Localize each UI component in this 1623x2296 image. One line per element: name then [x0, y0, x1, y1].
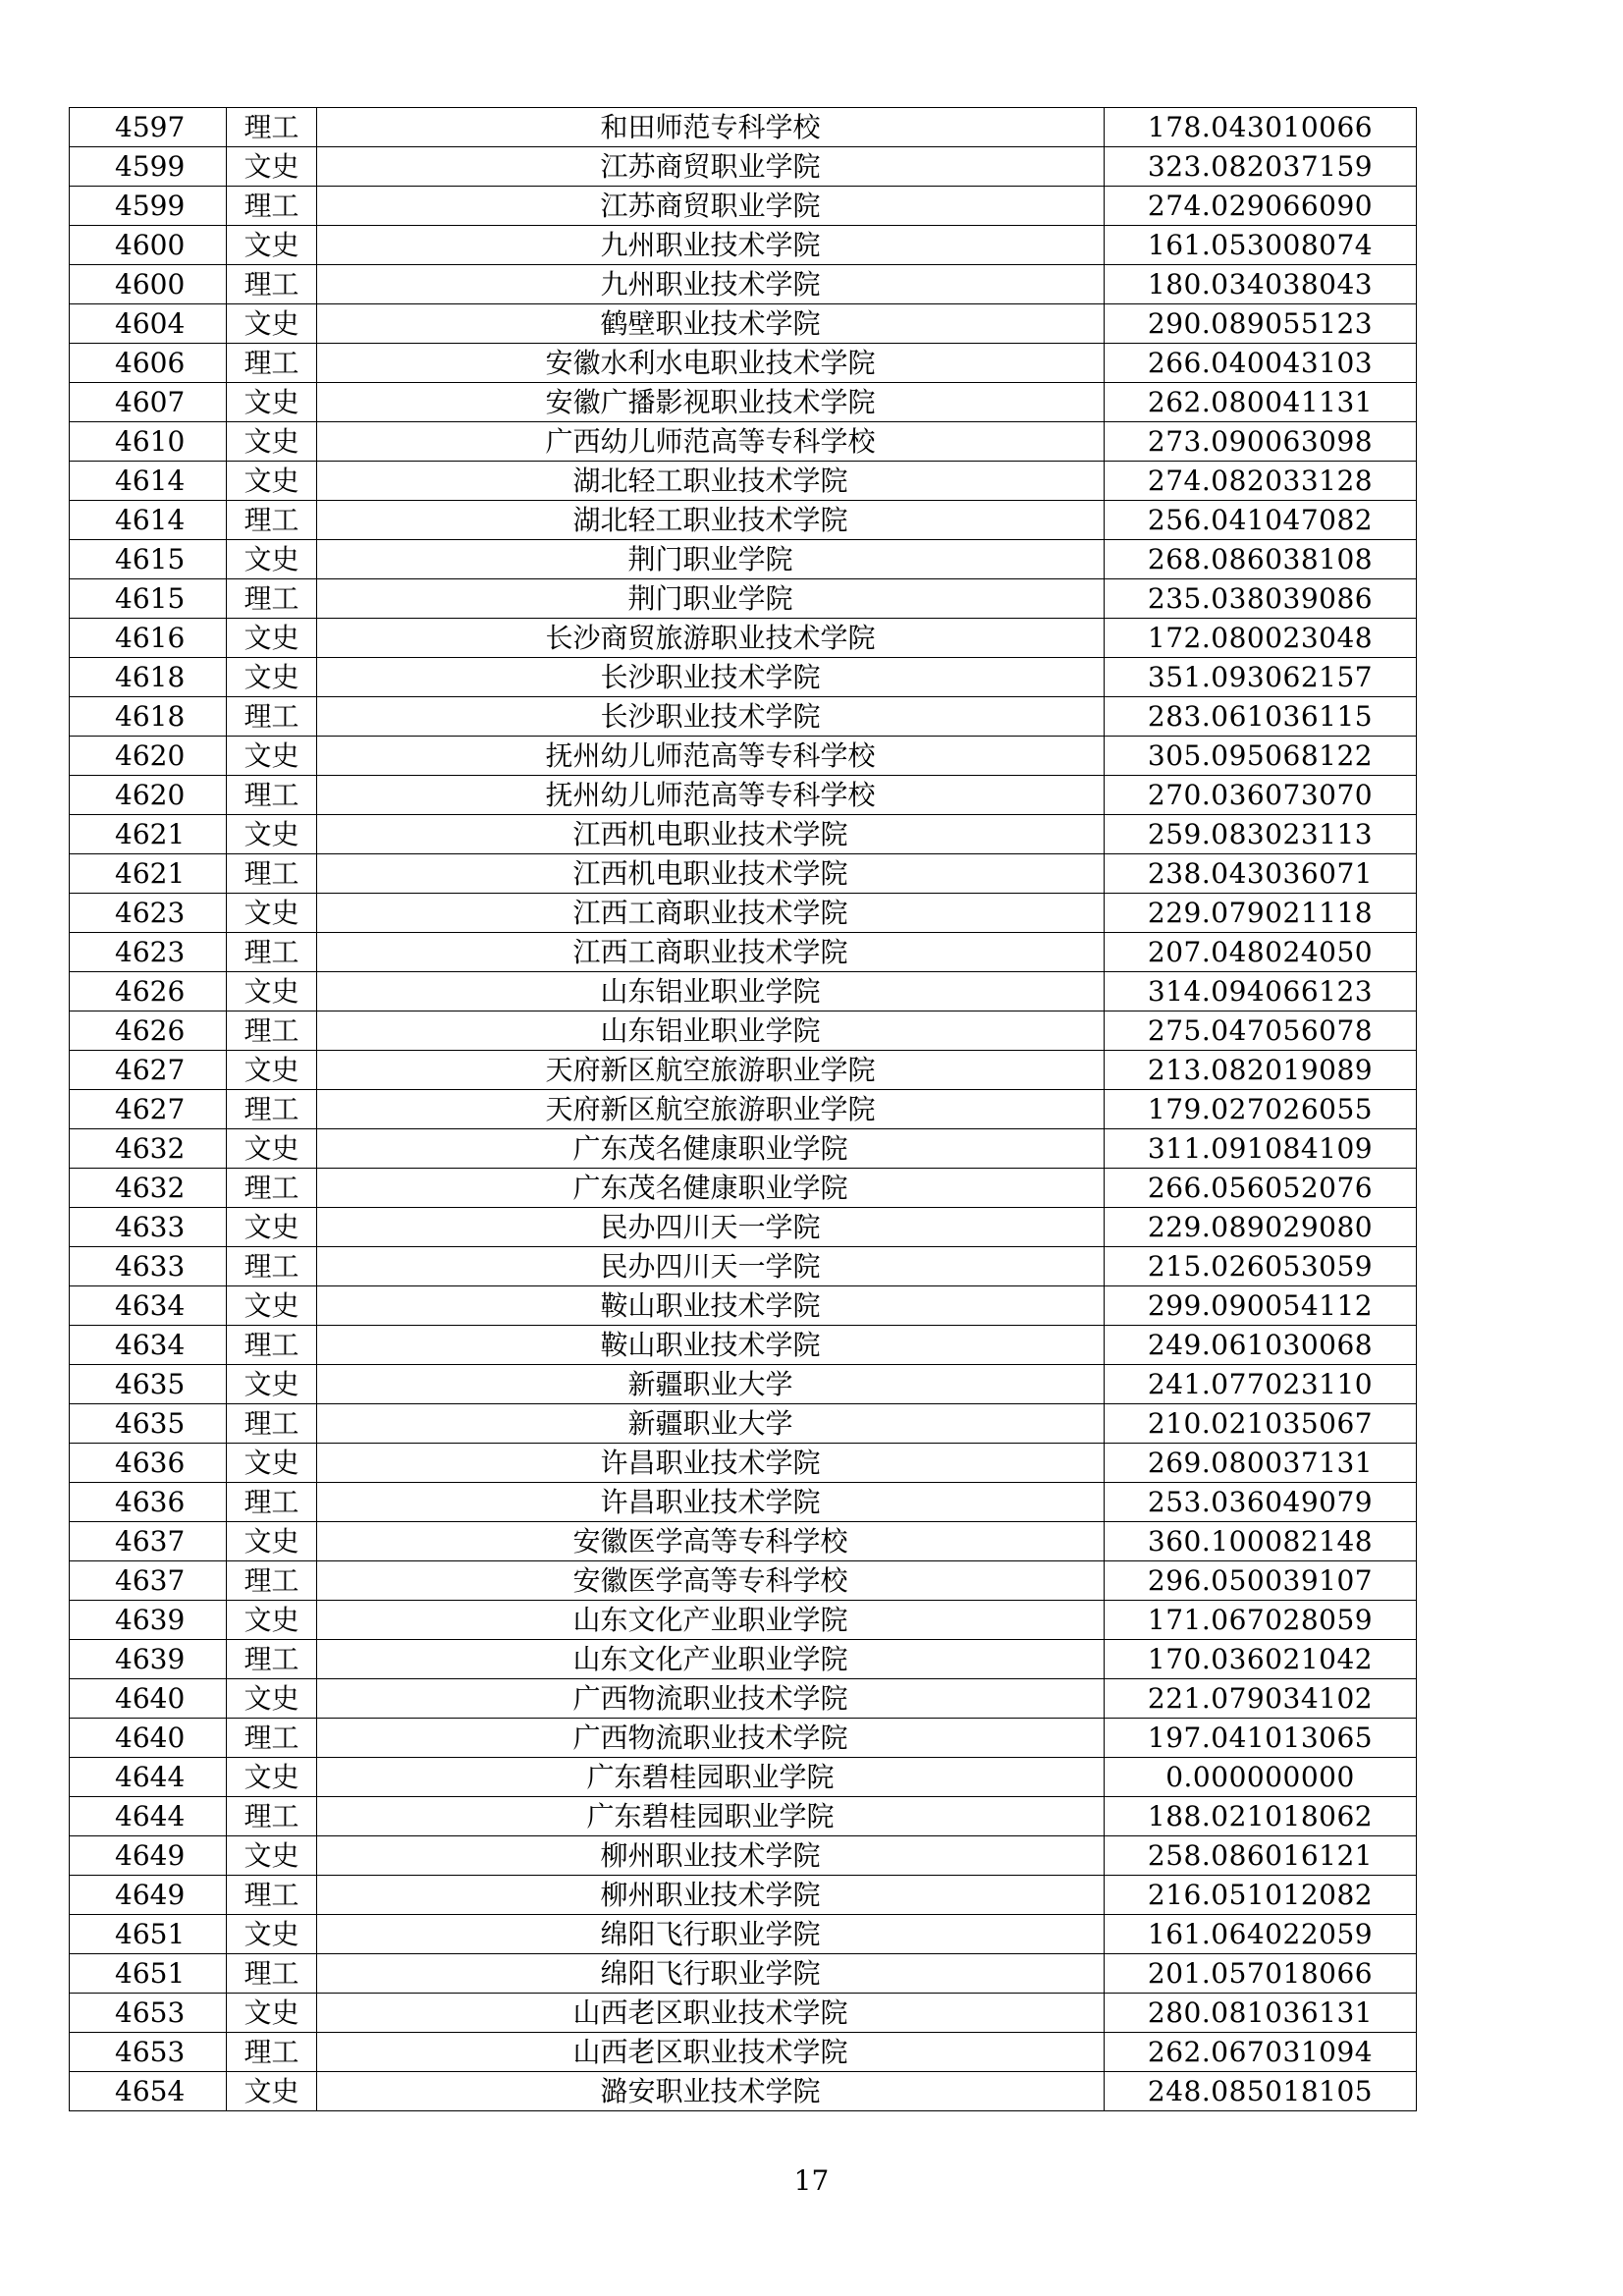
table-row	[70, 501, 1417, 540]
table-row	[70, 1994, 1417, 2033]
school-code-cell: 4600	[70, 226, 227, 265]
table-row	[70, 422, 1417, 462]
school-name-cell: 广东茂名健康职业学院	[317, 1129, 1105, 1169]
table-row	[70, 304, 1417, 344]
table-row	[70, 383, 1417, 422]
category-cell: 理工	[227, 1169, 317, 1208]
school-name-cell: 潞安职业技术学院	[317, 2072, 1105, 2111]
school-code-cell: 4623	[70, 933, 227, 972]
school-code-cell: 4635	[70, 1365, 227, 1404]
school-name-cell: 湖北轻工职业技术学院	[317, 501, 1105, 540]
table-row	[70, 1090, 1417, 1129]
score-cell: 305.095068122	[1105, 737, 1417, 776]
category-cell: 理工	[227, 1719, 317, 1758]
school-name-cell: 江西工商职业技术学院	[317, 933, 1105, 972]
table-row	[70, 540, 1417, 579]
score-cell: 299.090054112	[1105, 1286, 1417, 1326]
category-cell: 理工	[227, 1090, 317, 1129]
category-cell: 理工	[227, 2033, 317, 2072]
school-code-cell: 4604	[70, 304, 227, 344]
category-cell: 理工	[227, 697, 317, 737]
school-name-cell: 绵阳飞行职业学院	[317, 1954, 1105, 1994]
school-name-cell: 许昌职业技术学院	[317, 1483, 1105, 1522]
school-name-cell: 山东铝业职业学院	[317, 972, 1105, 1011]
category-cell: 文史	[227, 658, 317, 697]
score-cell: 178.043010066	[1105, 108, 1417, 147]
score-cell: 296.050039107	[1105, 1561, 1417, 1601]
category-cell: 文史	[227, 1915, 317, 1954]
school-name-cell: 新疆职业大学	[317, 1404, 1105, 1444]
school-code-cell: 4634	[70, 1286, 227, 1326]
category-cell: 理工	[227, 344, 317, 383]
school-name-cell: 山西老区职业技术学院	[317, 1994, 1105, 2033]
school-code-cell: 4600	[70, 265, 227, 304]
school-name-cell: 天府新区航空旅游职业学院	[317, 1090, 1105, 1129]
score-cell: 161.053008074	[1105, 226, 1417, 265]
score-cell: 274.029066090	[1105, 187, 1417, 226]
table-row	[70, 1758, 1417, 1797]
school-code-cell: 4636	[70, 1444, 227, 1483]
category-cell: 文史	[227, 422, 317, 462]
score-cell: 235.038039086	[1105, 579, 1417, 619]
table-body	[70, 108, 1417, 2111]
school-code-cell: 4627	[70, 1051, 227, 1090]
category-cell: 文史	[227, 226, 317, 265]
category-cell: 理工	[227, 1640, 317, 1679]
school-name-cell: 绵阳飞行职业学院	[317, 1915, 1105, 1954]
school-name-cell: 山东文化产业职业学院	[317, 1601, 1105, 1640]
school-code-cell: 4639	[70, 1640, 227, 1679]
school-name-cell: 长沙职业技术学院	[317, 658, 1105, 697]
score-cell: 210.021035067	[1105, 1404, 1417, 1444]
table-row	[70, 462, 1417, 501]
score-cell: 170.036021042	[1105, 1640, 1417, 1679]
table-row	[70, 815, 1417, 854]
school-name-cell: 长沙职业技术学院	[317, 697, 1105, 737]
category-cell: 文史	[227, 383, 317, 422]
school-name-cell: 新疆职业大学	[317, 1365, 1105, 1404]
category-cell: 文史	[227, 972, 317, 1011]
school-code-cell: 4637	[70, 1561, 227, 1601]
school-code-cell: 4649	[70, 1876, 227, 1915]
school-code-cell: 4637	[70, 1522, 227, 1561]
score-cell: 171.067028059	[1105, 1601, 1417, 1640]
category-cell: 文史	[227, 1208, 317, 1247]
table-row	[70, 737, 1417, 776]
score-cell: 172.080023048	[1105, 619, 1417, 658]
score-cell: 262.080041131	[1105, 383, 1417, 422]
school-code-cell: 4614	[70, 501, 227, 540]
score-cell: 0.000000000	[1105, 1758, 1417, 1797]
score-cell: 269.080037131	[1105, 1444, 1417, 1483]
school-code-cell: 4616	[70, 619, 227, 658]
score-cell: 290.089055123	[1105, 304, 1417, 344]
school-code-cell: 4639	[70, 1601, 227, 1640]
table-row	[70, 776, 1417, 815]
page-number: 17	[793, 2164, 830, 2197]
score-cell: 188.021018062	[1105, 1797, 1417, 1836]
school-name-cell: 民办四川天一学院	[317, 1247, 1105, 1286]
category-cell: 文史	[227, 1286, 317, 1326]
score-cell: 179.027026055	[1105, 1090, 1417, 1129]
category-cell: 理工	[227, 501, 317, 540]
school-name-cell: 江西工商职业技术学院	[317, 894, 1105, 933]
score-cell: 266.040043103	[1105, 344, 1417, 383]
score-cell: 161.064022059	[1105, 1915, 1417, 1954]
table-row	[70, 1640, 1417, 1679]
score-cell: 270.036073070	[1105, 776, 1417, 815]
school-code-cell: 4607	[70, 383, 227, 422]
school-code-cell: 4599	[70, 147, 227, 187]
score-cell: 229.079021118	[1105, 894, 1417, 933]
category-cell: 理工	[227, 1247, 317, 1286]
category-cell: 文史	[227, 1129, 317, 1169]
table-row	[70, 619, 1417, 658]
school-name-cell: 广西物流职业技术学院	[317, 1679, 1105, 1719]
table-row	[70, 1601, 1417, 1640]
score-cell: 323.082037159	[1105, 147, 1417, 187]
school-code-cell: 4654	[70, 2072, 227, 2111]
admission-score-table	[69, 107, 1417, 2111]
school-code-cell: 4640	[70, 1719, 227, 1758]
category-cell: 理工	[227, 579, 317, 619]
school-name-cell: 鹤壁职业技术学院	[317, 304, 1105, 344]
school-name-cell: 九州职业技术学院	[317, 226, 1105, 265]
table-row	[70, 697, 1417, 737]
score-cell: 201.057018066	[1105, 1954, 1417, 1994]
category-cell: 文史	[227, 304, 317, 344]
category-cell: 文史	[227, 147, 317, 187]
school-name-cell: 和田师范专科学校	[317, 108, 1105, 147]
score-cell: 221.079034102	[1105, 1679, 1417, 1719]
table-row	[70, 1522, 1417, 1561]
school-code-cell: 4651	[70, 1954, 227, 1994]
school-code-cell: 4651	[70, 1915, 227, 1954]
score-cell: 311.091084109	[1105, 1129, 1417, 1169]
school-name-cell: 民办四川天一学院	[317, 1208, 1105, 1247]
school-name-cell: 安徽水利水电职业技术学院	[317, 344, 1105, 383]
category-cell: 文史	[227, 1601, 317, 1640]
school-code-cell: 4614	[70, 462, 227, 501]
table-row	[70, 972, 1417, 1011]
category-cell: 理工	[227, 1011, 317, 1051]
school-name-cell: 山西老区职业技术学院	[317, 2033, 1105, 2072]
table-row	[70, 1129, 1417, 1169]
score-cell: 259.083023113	[1105, 815, 1417, 854]
category-cell: 理工	[227, 1561, 317, 1601]
school-name-cell: 山东铝业职业学院	[317, 1011, 1105, 1051]
score-cell: 248.085018105	[1105, 2072, 1417, 2111]
school-name-cell: 鞍山职业技术学院	[317, 1286, 1105, 1326]
school-code-cell: 4620	[70, 776, 227, 815]
score-cell: 238.043036071	[1105, 854, 1417, 894]
school-code-cell: 4615	[70, 579, 227, 619]
category-cell: 文史	[227, 462, 317, 501]
school-code-cell: 4618	[70, 697, 227, 737]
score-cell: 273.090063098	[1105, 422, 1417, 462]
score-cell: 266.056052076	[1105, 1169, 1417, 1208]
table-row	[70, 1719, 1417, 1758]
school-code-cell: 4644	[70, 1758, 227, 1797]
school-code-cell: 4653	[70, 2033, 227, 2072]
school-code-cell: 4626	[70, 1011, 227, 1051]
school-code-cell: 4632	[70, 1169, 227, 1208]
score-cell: 280.081036131	[1105, 1994, 1417, 2033]
school-code-cell: 4627	[70, 1090, 227, 1129]
score-cell: 215.026053059	[1105, 1247, 1417, 1286]
school-name-cell: 抚州幼儿师范高等专科学校	[317, 776, 1105, 815]
table-row	[70, 1169, 1417, 1208]
score-cell: 314.094066123	[1105, 972, 1417, 1011]
table-row	[70, 108, 1417, 147]
school-name-cell: 山东文化产业职业学院	[317, 1640, 1105, 1679]
school-code-cell: 4621	[70, 815, 227, 854]
table-row	[70, 1247, 1417, 1286]
table-row	[70, 1051, 1417, 1090]
score-cell: 274.082033128	[1105, 462, 1417, 501]
category-cell: 文史	[227, 1444, 317, 1483]
school-name-cell: 江西机电职业技术学院	[317, 815, 1105, 854]
school-name-cell: 安徽医学高等专科学校	[317, 1522, 1105, 1561]
table-row	[70, 1836, 1417, 1876]
score-cell: 180.034038043	[1105, 265, 1417, 304]
category-cell: 文史	[227, 1994, 317, 2033]
table-row	[70, 579, 1417, 619]
table-row	[70, 2072, 1417, 2111]
table-row	[70, 933, 1417, 972]
school-name-cell: 广东茂名健康职业学院	[317, 1169, 1105, 1208]
category-cell: 文史	[227, 737, 317, 776]
school-name-cell: 长沙商贸旅游职业技术学院	[317, 619, 1105, 658]
table-row	[70, 1326, 1417, 1365]
category-cell: 文史	[227, 2072, 317, 2111]
school-code-cell: 4626	[70, 972, 227, 1011]
category-cell: 理工	[227, 1954, 317, 1994]
category-cell: 理工	[227, 854, 317, 894]
category-cell: 理工	[227, 933, 317, 972]
category-cell: 文史	[227, 1836, 317, 1876]
school-name-cell: 天府新区航空旅游职业学院	[317, 1051, 1105, 1090]
school-name-cell: 江苏商贸职业学院	[317, 147, 1105, 187]
school-name-cell: 广西幼儿师范高等专科学校	[317, 422, 1105, 462]
school-name-cell: 广东碧桂园职业学院	[317, 1797, 1105, 1836]
score-cell: 213.082019089	[1105, 1051, 1417, 1090]
school-name-cell: 柳州职业技术学院	[317, 1836, 1105, 1876]
score-cell: 275.047056078	[1105, 1011, 1417, 1051]
table-row	[70, 187, 1417, 226]
school-code-cell: 4623	[70, 894, 227, 933]
school-code-cell: 4597	[70, 108, 227, 147]
score-cell: 262.067031094	[1105, 2033, 1417, 2072]
table-row	[70, 1011, 1417, 1051]
category-cell: 文史	[227, 1051, 317, 1090]
category-cell: 文史	[227, 1679, 317, 1719]
table-row	[70, 265, 1417, 304]
school-name-cell: 鞍山职业技术学院	[317, 1326, 1105, 1365]
category-cell: 文史	[227, 1522, 317, 1561]
school-code-cell: 4620	[70, 737, 227, 776]
score-cell: 258.086016121	[1105, 1836, 1417, 1876]
school-code-cell: 4610	[70, 422, 227, 462]
school-name-cell: 湖北轻工职业技术学院	[317, 462, 1105, 501]
table-row	[70, 1286, 1417, 1326]
school-code-cell: 4615	[70, 540, 227, 579]
table-row	[70, 2033, 1417, 2072]
table-row	[70, 1876, 1417, 1915]
table-row	[70, 1915, 1417, 1954]
score-cell: 351.093062157	[1105, 658, 1417, 697]
school-code-cell: 4606	[70, 344, 227, 383]
school-code-cell: 4640	[70, 1679, 227, 1719]
table-row	[70, 854, 1417, 894]
category-cell: 理工	[227, 1876, 317, 1915]
school-name-cell: 广西物流职业技术学院	[317, 1719, 1105, 1758]
category-cell: 文史	[227, 1365, 317, 1404]
table-row	[70, 1483, 1417, 1522]
score-cell: 241.077023110	[1105, 1365, 1417, 1404]
category-cell: 理工	[227, 1326, 317, 1365]
category-cell: 理工	[227, 1797, 317, 1836]
score-cell: 256.041047082	[1105, 501, 1417, 540]
category-cell: 理工	[227, 1404, 317, 1444]
category-cell: 文史	[227, 540, 317, 579]
category-cell: 文史	[227, 815, 317, 854]
score-cell: 216.051012082	[1105, 1876, 1417, 1915]
score-cell: 360.100082148	[1105, 1522, 1417, 1561]
category-cell: 理工	[227, 265, 317, 304]
school-code-cell: 4653	[70, 1994, 227, 2033]
school-name-cell: 江西机电职业技术学院	[317, 854, 1105, 894]
table-row	[70, 1444, 1417, 1483]
table-row	[70, 1561, 1417, 1601]
category-cell: 理工	[227, 776, 317, 815]
table-row	[70, 894, 1417, 933]
table-row	[70, 1404, 1417, 1444]
school-code-cell: 4599	[70, 187, 227, 226]
score-cell: 207.048024050	[1105, 933, 1417, 972]
table-row	[70, 658, 1417, 697]
score-cell: 249.061030068	[1105, 1326, 1417, 1365]
school-name-cell: 柳州职业技术学院	[317, 1876, 1105, 1915]
school-name-cell: 九州职业技术学院	[317, 265, 1105, 304]
school-name-cell: 江苏商贸职业学院	[317, 187, 1105, 226]
table-row	[70, 1365, 1417, 1404]
category-cell: 文史	[227, 894, 317, 933]
category-cell: 文史	[227, 619, 317, 658]
school-code-cell: 4634	[70, 1326, 227, 1365]
school-code-cell: 4636	[70, 1483, 227, 1522]
school-code-cell: 4621	[70, 854, 227, 894]
school-code-cell: 4633	[70, 1247, 227, 1286]
table-row	[70, 1208, 1417, 1247]
school-code-cell: 4649	[70, 1836, 227, 1876]
score-cell: 229.089029080	[1105, 1208, 1417, 1247]
table-row	[70, 1797, 1417, 1836]
category-cell: 文史	[227, 1758, 317, 1797]
school-name-cell: 安徽医学高等专科学校	[317, 1561, 1105, 1601]
category-cell: 理工	[227, 108, 317, 147]
school-name-cell: 许昌职业技术学院	[317, 1444, 1105, 1483]
school-code-cell: 4633	[70, 1208, 227, 1247]
score-cell: 253.036049079	[1105, 1483, 1417, 1522]
table-row	[70, 226, 1417, 265]
school-code-cell: 4635	[70, 1404, 227, 1444]
table-row	[70, 344, 1417, 383]
table-row	[70, 1679, 1417, 1719]
table-row	[70, 147, 1417, 187]
school-code-cell: 4632	[70, 1129, 227, 1169]
school-code-cell: 4644	[70, 1797, 227, 1836]
table-row	[70, 1954, 1417, 1994]
school-name-cell: 抚州幼儿师范高等专科学校	[317, 737, 1105, 776]
school-name-cell: 安徽广播影视职业技术学院	[317, 383, 1105, 422]
score-cell: 268.086038108	[1105, 540, 1417, 579]
category-cell: 理工	[227, 187, 317, 226]
school-name-cell: 广东碧桂园职业学院	[317, 1758, 1105, 1797]
school-code-cell: 4618	[70, 658, 227, 697]
score-cell: 283.061036115	[1105, 697, 1417, 737]
school-name-cell: 荆门职业学院	[317, 579, 1105, 619]
school-name-cell: 荆门职业学院	[317, 540, 1105, 579]
category-cell: 理工	[227, 1483, 317, 1522]
score-cell: 197.041013065	[1105, 1719, 1417, 1758]
